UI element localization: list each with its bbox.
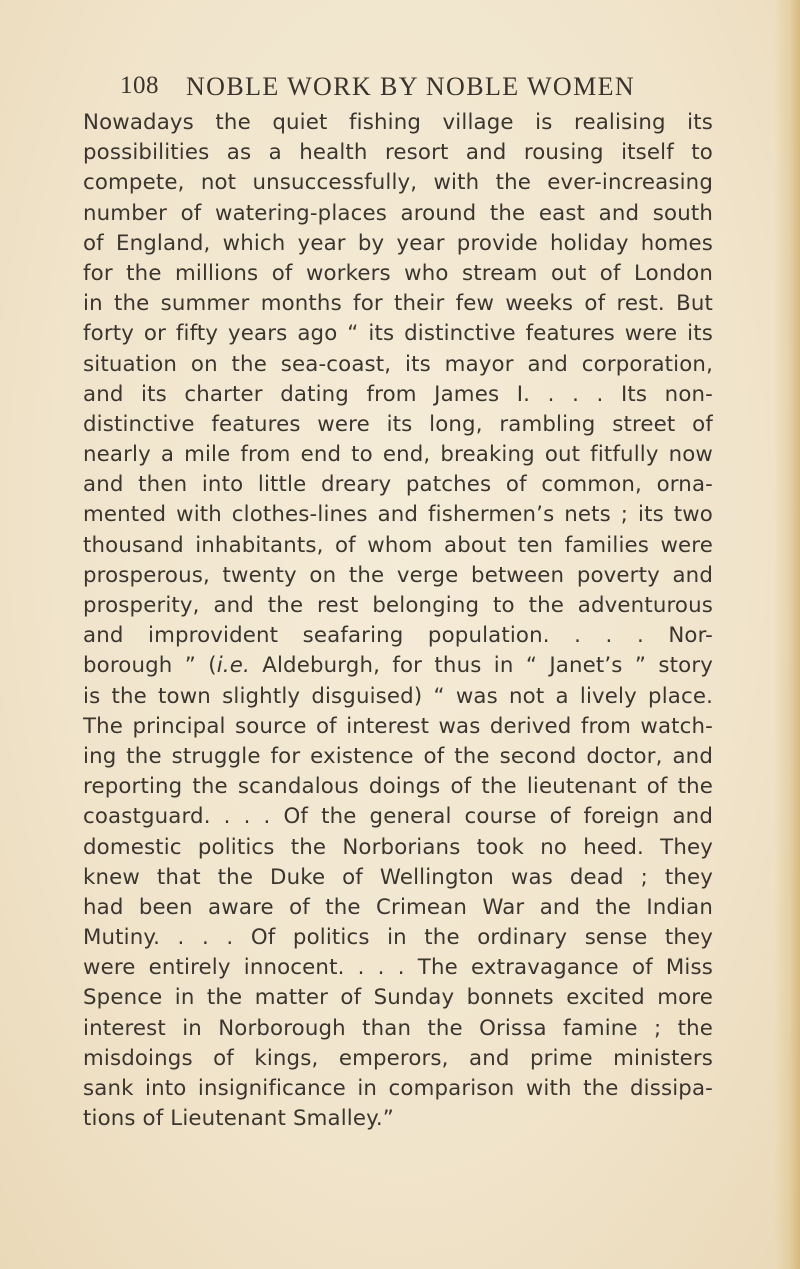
text-line: is the town slightly disguised) “ was not a lively place.	[83, 683, 713, 709]
running-head: NOBLE WORK BY NOBLE WOMEN	[186, 72, 636, 101]
text-line: for the millions of workers who stream out of London	[83, 260, 713, 286]
text-line: and its charter dating from James I. . . . Its non-	[83, 381, 713, 407]
text-line: tions of Lieutenant Smalley.”	[83, 1106, 394, 1132]
text-line: number of watering-places around the east and south	[83, 200, 713, 226]
text-line: Nowadays the quiet fishing village is realising its	[83, 110, 713, 135]
text-line: in the summer months for their few weeks of rest. But	[83, 291, 713, 317]
text-line: mented with clothes-lines and fishermen’s nets ; its two	[83, 502, 713, 528]
text-line: The principal source of interest was derived from watch-	[83, 713, 713, 739]
text-line: had been aware of the Crimean War and the Indian	[83, 894, 713, 920]
text-line: knew that the Duke of Wellington was dead ; they	[83, 864, 713, 890]
text-line: borough ” (i.e. Aldeburgh, for thus in “ Janet’s ” story	[83, 653, 713, 679]
text-line: Mutiny. . . . Of politics in the ordinary sense they	[83, 925, 713, 951]
text-line: prosperity, and the rest belonging to the adventurous	[83, 593, 713, 618]
page-number: 108	[120, 72, 159, 99]
text-line: sank into insignificance in comparison with the dissipa-	[83, 1076, 713, 1101]
italic-abbreviation: i.e.	[216, 653, 250, 679]
text-line: of England, which year by year provide holiday homes	[83, 230, 713, 256]
text-line: and improvident seafaring population. . . . Nor-	[83, 623, 713, 649]
text-line: interest in Norborough than the Orissa famine ; the	[83, 1015, 713, 1041]
text-line: were entirely innocent. . . . The extravagance of Miss	[83, 955, 713, 981]
text-line: reporting the scandalous doings of the lieutenant of the	[83, 774, 713, 800]
text-line: forty or fifty years ago “ its distinctive features were its	[83, 321, 713, 347]
page-header	[120, 72, 720, 112]
text-line: distinctive features were its long, rambling street of	[83, 411, 713, 437]
text-line: compete, not unsuccessfully, with the ever-increasing	[83, 170, 713, 196]
body-paragraph	[83, 108, 713, 1134]
text-line: prosperous, twenty on the verge between poverty and	[83, 562, 713, 588]
text-line: nearly a mile from end to end, breaking out fitfully now	[83, 442, 713, 468]
text-line: situation on the sea-coast, its mayor and corporation,	[83, 351, 713, 377]
text-line: thousand inhabitants, of whom about ten families were	[83, 532, 713, 558]
text-line: Spence in the matter of Sunday bonnets excited more	[83, 985, 713, 1011]
text-line: domestic politics the Norborians took no heed. They	[83, 834, 713, 860]
text-line: coastguard. . . . Of the general course of foreign and	[83, 804, 713, 830]
text-line: ing the struggle for existence of the second doctor, and	[83, 743, 713, 769]
text-line: and then into little dreary patches of common, orna-	[83, 472, 713, 498]
text-line: misdoings of kings, emperors, and prime ministers	[83, 1045, 713, 1071]
page-edge-stain	[774, 0, 800, 1269]
text-line: possibilities as a health resort and rousing itself to	[83, 140, 713, 166]
